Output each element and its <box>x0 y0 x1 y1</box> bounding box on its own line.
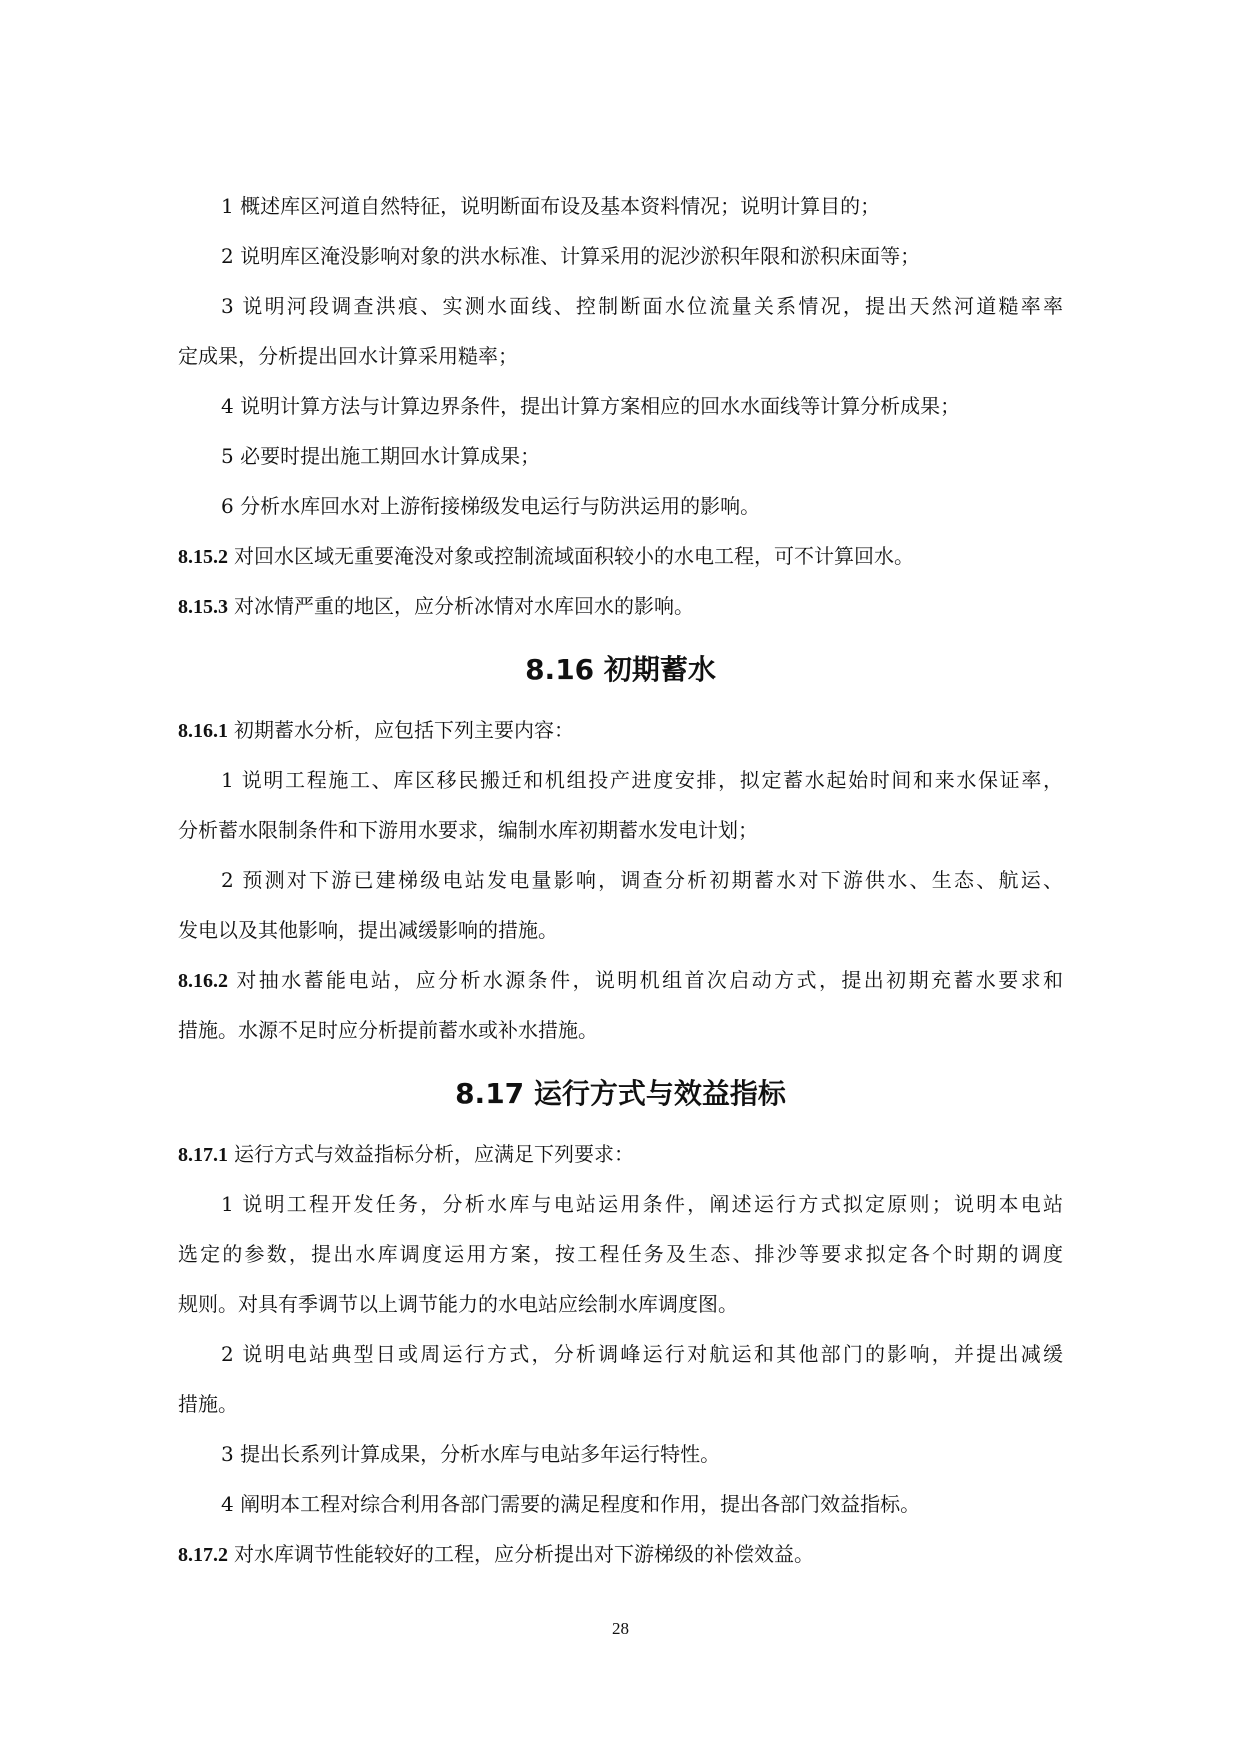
list-item-8-15-1-6: 6 分析水库回水对上游衔接梯级发电运行与防洪运用的影响。 <box>221 494 761 518</box>
clause-text: 对冰情严重的地区，应分析冰情对水库回水的影响。 <box>234 594 694 618</box>
list-item-8-16-1-1: 1 说明工程施工、库区移民搬迁和机组投产进度安排，拟定蓄水起始时间和来水保证率， <box>221 768 1063 792</box>
list-item-8-17-1-1-continuation: 选定的参数，提出水库调度运用方案，按工程任务及生态、排沙等要求拟定各个时期的调度 <box>178 1242 1063 1266</box>
list-item-8-15-1-4: 4 说明计算方法与计算边界条件，提出计算方案相应的回水水面线等计算分析成果； <box>221 394 961 418</box>
clause-number: 8.17.1 <box>178 1144 228 1166</box>
clause-number: 8.15.3 <box>178 596 228 618</box>
clause-8-17-1 <box>178 1140 1063 1169</box>
list-item-8-16-1-2-continuation: 发电以及其他影响，提出减缓影响的措施。 <box>178 918 558 942</box>
list-item-8-17-1-2-continuation: 措施。 <box>178 1392 238 1416</box>
page-number: 28 <box>612 1619 629 1638</box>
section-heading-8-17: 8.17 运行方式与效益指标 <box>455 1077 786 1110</box>
list-item-8-17-1-1-continuation-2: 规则。对具有季调节以上调节能力的水电站应绘制水库调度图。 <box>178 1292 738 1316</box>
clause-number: 8.17.2 <box>178 1544 228 1566</box>
list-item-8-15-1-5: 5 必要时提出施工期回水计算成果； <box>221 444 541 468</box>
list-item-8-16-1-1-continuation: 分析蓄水限制条件和下游用水要求，编制水库初期蓄水发电计划； <box>178 818 758 842</box>
list-item-8-15-1-2: 2 说明库区淹没影响对象的洪水标准、计算采用的泥沙淤积年限和淤积床面等； <box>221 244 921 268</box>
clause-text: 初期蓄水分析，应包括下列主要内容： <box>234 718 574 742</box>
section-heading-8-16: 8.16 初期蓄水 <box>525 653 716 686</box>
list-item-8-15-1-3: 3 说明河段调查洪痕、实测水面线、控制断面水位流量关系情况，提出天然河道糙率率 <box>221 294 1063 318</box>
list-item-8-17-1-4: 4 阐明本工程对综合利用各部门需要的满足程度和作用，提出各部门效益指标。 <box>221 1492 921 1516</box>
clause-8-15-2 <box>178 542 1063 571</box>
clause-8-16-2-continuation: 措施。水源不足时应分析提前蓄水或补水措施。 <box>178 1018 598 1042</box>
clause-number: 8.16.1 <box>178 720 228 742</box>
clause-8-15-3 <box>178 592 1063 621</box>
clause-number: 8.15.2 <box>178 546 228 568</box>
list-item-8-15-1-1: 1 概述库区河道自然特征，说明断面布设及基本资料情况；说明计算目的； <box>221 194 881 218</box>
clause-text: 对水库调节性能较好的工程，应分析提出对下游梯级的补偿效益。 <box>234 1542 814 1566</box>
clause-text: 运行方式与效益指标分析，应满足下列要求： <box>234 1142 634 1166</box>
clause-number: 8.16.2 <box>178 970 228 992</box>
list-item-8-15-1-3-continuation: 定成果，分析提出回水计算采用糙率； <box>178 344 518 368</box>
clause-text: 对回水区域无重要淹没对象或控制流域面积较小的水电工程，可不计算回水。 <box>234 544 914 568</box>
clause-text: 对抽水蓄能电站，应分析水源条件，说明机组首次启动方式，提出初期充蓄水要求和 <box>234 968 1063 992</box>
list-item-8-17-1-2: 2 说明电站典型日或周运行方式，分析调峰运行对航运和其他部门的影响，并提出减缓 <box>221 1342 1063 1366</box>
list-item-8-17-1-1: 1 说明工程开发任务，分析水库与电站运用条件，阐述运行方式拟定原则；说明本电站 <box>221 1192 1063 1216</box>
clause-8-17-2 <box>178 1540 1063 1569</box>
list-item-8-16-1-2: 2 预测对下游已建梯级电站发电量影响，调查分析初期蓄水对下游供水、生态、航运、 <box>221 868 1063 892</box>
clause-8-16-1 <box>178 716 1063 745</box>
list-item-8-17-1-3: 3 提出长系列计算成果，分析水库与电站多年运行特性。 <box>221 1442 721 1466</box>
clause-8-16-2 <box>178 966 1063 995</box>
